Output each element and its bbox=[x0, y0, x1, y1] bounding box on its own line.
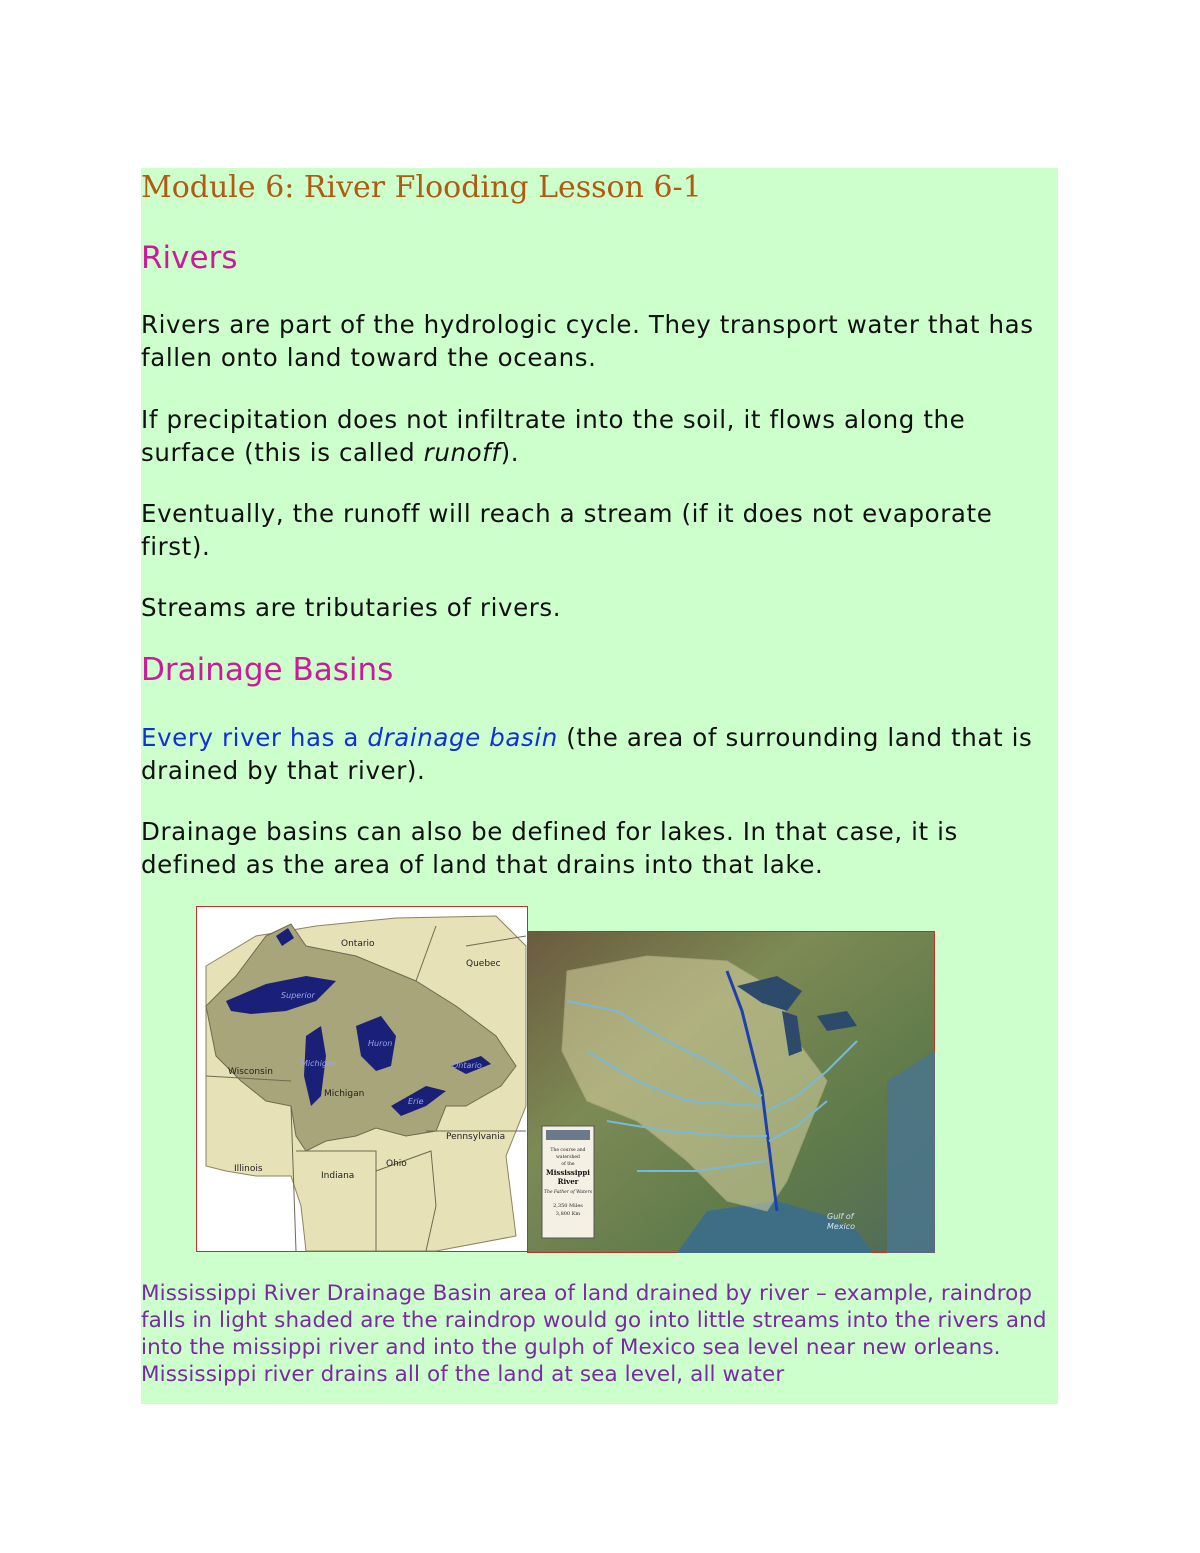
legend-line-1: The course and bbox=[550, 1148, 586, 1153]
michigan-state-label: Michigan bbox=[324, 1089, 365, 1099]
drainage-lead: Every river has a bbox=[141, 723, 368, 752]
rivers-paragraph-2 bbox=[141, 403, 1058, 469]
legend-line-3: of the bbox=[561, 1162, 575, 1167]
gulf-label-line-2: Mexico bbox=[827, 1222, 856, 1231]
module-title: Module 6: River Flooding Lesson 6-1 bbox=[141, 170, 702, 205]
indiana-label: Indiana bbox=[321, 1171, 355, 1181]
lake-ontario-label: Ontario bbox=[452, 1061, 482, 1070]
drainage-p1-rest: (the area of surrounding land that is drained by that river). bbox=[141, 723, 1033, 785]
ohio-label: Ohio bbox=[386, 1159, 407, 1169]
runoff-term: runoff bbox=[423, 438, 501, 467]
legend-line-4: Mississippi bbox=[546, 1168, 590, 1177]
lake-erie-label: Erie bbox=[408, 1097, 424, 1106]
legend-line-5: River bbox=[557, 1177, 579, 1186]
quebec-label: Quebec bbox=[466, 959, 501, 969]
wisconsin-label: Wisconsin bbox=[228, 1067, 273, 1077]
rivers-p2-end: ). bbox=[500, 438, 520, 467]
lake-superior-label: Superior bbox=[281, 991, 315, 1000]
legend-line-7: 2,350 Miles bbox=[553, 1203, 583, 1209]
lake-huron-label: Huron bbox=[368, 1039, 393, 1048]
drainage-basins-heading: Drainage Basins bbox=[141, 652, 394, 688]
mississippi-basin-map bbox=[527, 931, 935, 1253]
pennsylvania-label: Pennsylvania bbox=[446, 1132, 506, 1142]
rivers-paragraph-3: Eventually, the runoff will reach a stream (if it does not evaporate first). bbox=[141, 499, 993, 561]
legend-line-6: The Father of Waters bbox=[543, 1190, 593, 1195]
map-caption: Mississippi River Drainage Basin area of land drained by river – example, raindrop falls in light shaded are the raindrop would go into little streams into the rivers and into the missippi river and into the gulph of Mexico sea level near new orleans. Mississippi river drains all of the land at sea level, all water bbox=[141, 1281, 1047, 1387]
lake-michigan-label: Michigan bbox=[301, 1059, 337, 1068]
drainage-paragraph-2: Drainage basins can also be defined for lakes. In that case, it is defined as the area of land that drains into that lake. bbox=[141, 817, 958, 879]
rivers-p2-text: If precipitation does not infiltrate into the soil, it flows along the surface (this is called bbox=[141, 405, 966, 467]
gulf-label-line-1: Gulf of bbox=[827, 1212, 854, 1221]
ontario-region-label: Ontario bbox=[341, 939, 375, 949]
document-page bbox=[141, 168, 1058, 1404]
great-lakes-basin-map bbox=[196, 906, 528, 1252]
legend-line-8: 3,800 Km bbox=[555, 1211, 581, 1217]
drainage-paragraph-1 bbox=[141, 721, 1058, 787]
rivers-heading: Rivers bbox=[141, 240, 238, 276]
illinois-label: Illinois bbox=[234, 1164, 263, 1174]
rivers-paragraph-4: Streams are tributaries of rivers. bbox=[141, 593, 562, 622]
legend-line-2: watershed bbox=[556, 1155, 580, 1160]
drainage-basin-term: drainage basin bbox=[367, 723, 558, 752]
rivers-paragraph-1: Rivers are part of the hydrologic cycle. They transport water that has fallen onto land toward the oceans. bbox=[141, 310, 1034, 372]
